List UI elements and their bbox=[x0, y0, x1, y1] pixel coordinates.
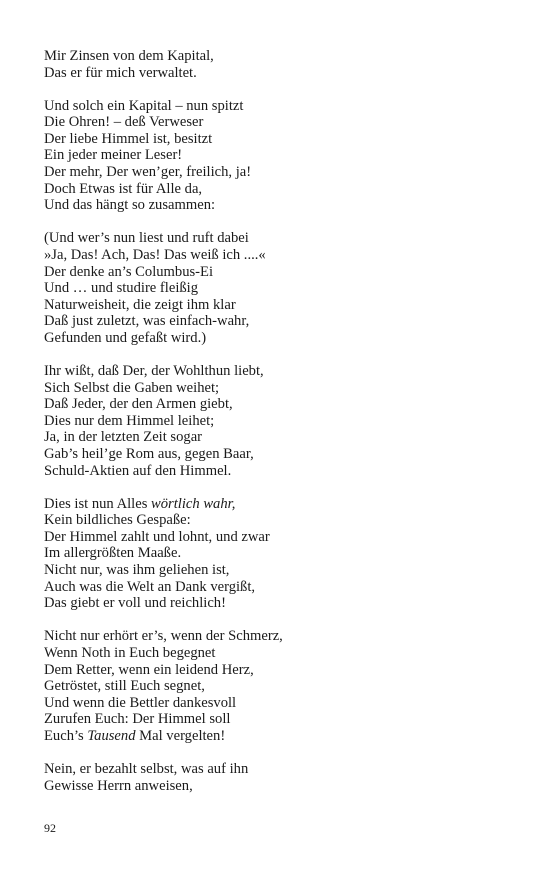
line-text: Wenn Noth in Euch begegnet bbox=[44, 644, 216, 661]
stanza bbox=[44, 761, 514, 794]
stanza bbox=[44, 363, 514, 479]
poem-line bbox=[44, 197, 514, 214]
line-text: Im allergrößten Maaße. bbox=[44, 545, 182, 562]
poem-line bbox=[44, 695, 514, 712]
poem-line bbox=[44, 230, 514, 247]
line-text: »Ja, Das! Ach, Das! Das weiß ich ....« bbox=[44, 246, 266, 263]
poem-line bbox=[44, 380, 514, 397]
poem-page bbox=[44, 48, 514, 811]
poem-line bbox=[44, 761, 514, 778]
line-text: Auch was die Welt an Dank vergißt, bbox=[44, 578, 256, 595]
line-text: Gewisse Herrn anweisen, bbox=[44, 777, 193, 794]
stanza bbox=[44, 230, 514, 346]
poem-line bbox=[44, 562, 514, 579]
poem-line bbox=[44, 48, 514, 65]
poem-line bbox=[44, 131, 514, 148]
line-text: Ein jeder meiner Leser! bbox=[44, 147, 183, 164]
poem-line bbox=[44, 181, 514, 198]
line-text: Daß Jeder, der den Armen giebt, bbox=[44, 396, 233, 413]
poem-line bbox=[44, 297, 514, 314]
poem-line bbox=[44, 645, 514, 662]
poem-line bbox=[44, 512, 514, 529]
poem-line bbox=[44, 396, 514, 413]
line-text: Dem Retter, wenn ein leidend Herz, bbox=[44, 661, 254, 678]
line-text: Getröstet, still Euch segnet, bbox=[44, 678, 205, 695]
poem-line bbox=[44, 65, 514, 82]
poem-line bbox=[44, 545, 514, 562]
poem-line bbox=[44, 114, 514, 131]
line-text: Der liebe Himmel ist, besitzt bbox=[44, 130, 213, 147]
poem-line bbox=[44, 628, 514, 645]
poem-line bbox=[44, 280, 514, 297]
line-text: Gab’s heil’ge Rom aus, gegen Baar, bbox=[44, 445, 254, 462]
poem-line bbox=[44, 247, 514, 264]
line-text: Doch Etwas ist für Alle da, bbox=[44, 180, 203, 197]
stanza bbox=[44, 98, 514, 214]
line-text: Naturweisheit, die zeigt ihm klar bbox=[44, 296, 236, 313]
line-text: Und … und studire fleißig bbox=[44, 280, 199, 297]
line-text: Gefunden und gefaßt wird.) bbox=[44, 329, 207, 346]
poem-line bbox=[44, 579, 514, 596]
line-text: Kein bildliches Gespaße: bbox=[44, 512, 191, 529]
stanza bbox=[44, 496, 514, 612]
poem-line bbox=[44, 98, 514, 115]
line-text: Und wenn die Bettler dankesvoll bbox=[44, 694, 237, 711]
line-text: Und das hängt so zusammen: bbox=[44, 197, 216, 214]
line-text: Mir Zinsen von dem Kapital, bbox=[44, 48, 214, 64]
poem-line bbox=[44, 496, 514, 513]
line-text: Der mehr, Der wen’ger, freilich, ja! bbox=[44, 164, 252, 181]
line-emphasis: wörtlich wahr, bbox=[151, 495, 236, 512]
line-emphasis: Tausend bbox=[87, 727, 136, 744]
poem-line bbox=[44, 413, 514, 430]
poem-line bbox=[44, 778, 514, 795]
line-text: (Und wer’s nun liest und ruft dabei bbox=[44, 230, 249, 247]
poem-line bbox=[44, 147, 514, 164]
line-text: Der denke an’s Columbus-Ei bbox=[44, 263, 214, 280]
poem-line bbox=[44, 662, 514, 679]
poem-line bbox=[44, 728, 514, 745]
line-text: Die Ohren! – deß Verweser bbox=[44, 114, 204, 131]
line-text: Nicht nur erhört er’s, wenn der Schmerz, bbox=[44, 628, 283, 645]
poem-line bbox=[44, 164, 514, 181]
poem-line bbox=[44, 463, 514, 480]
line-text: Das giebt er voll und reichlich! bbox=[44, 595, 226, 612]
poem-line bbox=[44, 313, 514, 330]
poem-line bbox=[44, 363, 514, 380]
line-text: Sich Selbst die Gaben weihet; bbox=[44, 379, 220, 396]
poem-line bbox=[44, 264, 514, 281]
poem-line bbox=[44, 446, 514, 463]
line-text: Ja, in der letzten Zeit sogar bbox=[44, 429, 203, 446]
stanza bbox=[44, 628, 514, 744]
page-number: 92 bbox=[44, 821, 56, 835]
line-text: Nicht nur, was ihm geliehen ist, bbox=[44, 562, 230, 579]
line-text: Ihr wißt, daß Der, der Wohlthun liebt, bbox=[44, 363, 264, 379]
poem-line bbox=[44, 330, 514, 347]
poem-line bbox=[44, 529, 514, 546]
line-text: Das er für mich verwaltet. bbox=[44, 64, 197, 81]
line-text: Dies nur dem Himmel leihet; bbox=[44, 412, 215, 429]
stanza bbox=[44, 48, 514, 81]
line-text: Schuld-Aktien auf den Himmel. bbox=[44, 462, 232, 479]
poem-line bbox=[44, 595, 514, 612]
line-text: Nein, er bezahlt selbst, was auf ihn bbox=[44, 760, 249, 777]
line-text-after: Mal vergelten! bbox=[135, 727, 226, 744]
poem-line bbox=[44, 678, 514, 695]
line-text: Daß just zuletzt, was einfach-wahr, bbox=[44, 313, 250, 330]
line-text: Der Himmel zahlt und lohnt, und zwar bbox=[44, 528, 270, 545]
poem-line bbox=[44, 711, 514, 728]
line-text: Und solch ein Kapital – nun spitzt bbox=[44, 97, 244, 114]
line-text: Euch’s bbox=[44, 727, 88, 744]
line-text: Zurufen Euch: Der Himmel soll bbox=[44, 711, 231, 728]
line-text: Dies ist nun Alles bbox=[44, 495, 152, 512]
poem-line bbox=[44, 429, 514, 446]
